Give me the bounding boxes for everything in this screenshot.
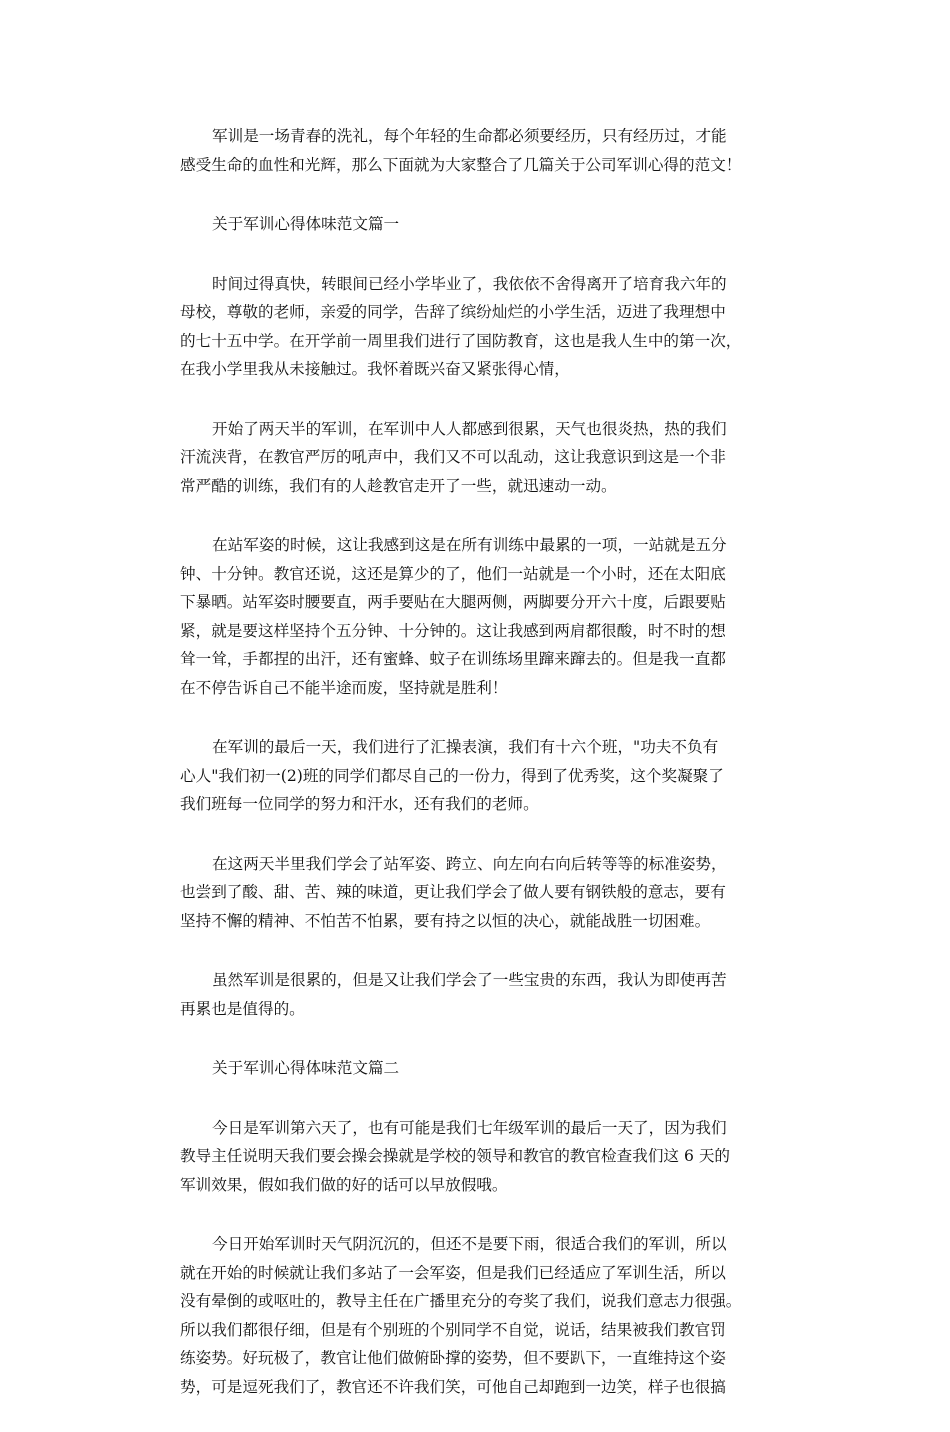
paragraph-2: [180, 415, 776, 501]
text-line: 在站军姿的时候，这让我感到这是在所有训练中最累的一项，一站就是五分: [212, 536, 727, 554]
text-line: 在这两天半里我们学会了站军姿、跨立、向左向右向后转等等的标准姿势，: [212, 854, 727, 873]
text-line: 汗流浃背，在教官严厉的吼声中，我们又不可以乱动，这让我意识到这是一个非: [180, 448, 726, 466]
paragraph-3: [180, 531, 776, 702]
paragraph-6: [180, 966, 776, 1023]
text-line: 教导主任说明天我们要会操会操就是学校的领导和教官的教官检查我们这 6 天的: [180, 1147, 731, 1165]
text-line: 今日是军训第六天了，也有可能是我们七年级军训的最后一天了，因为我们: [212, 1118, 727, 1137]
text-line: 就在开始的时候就让我们多站了一会军姿，但是我们已经适应了军训生活，所以: [180, 1263, 726, 1282]
text-line: 时间过得真快，转眼间已经小学毕业了，我依依不舍得离开了培育我六年的: [212, 274, 727, 293]
text-line: 下暴晒。站军姿时腰要直，两手要贴在大腿两侧，两脚要分开六十度，后跟要贴: [180, 593, 726, 611]
intro-paragraph: [180, 122, 776, 179]
text-line: 耸一耸，手都捏的出汗，还有蜜蜂、蚊子在训练场里蹿来蹿去的。但是我一直都: [180, 650, 726, 668]
paragraph-1: [180, 270, 776, 384]
text-line: 势，可是逗死我们了，教官还不许我们笑，可他自己却跑到一边笑，样子也很搞: [180, 1377, 726, 1396]
text-line: 紧，就是要这样坚持个五分钟、十分钟的。这让我感到两肩都很酸，时不时的想: [180, 621, 726, 640]
text-line: 心人"我们初一(2)班的同学们都尽自己的一份力，得到了优秀奖，这个奖凝聚了: [180, 766, 724, 785]
text-line: 在不停告诉自己不能半途而废，坚持就是胜利！: [180, 678, 508, 697]
text-line: 虽然军训是很累的，但是又让我们学会了一些宝贵的东西，我认为即使再苦: [212, 971, 727, 989]
text-line: 开始了两天半的军训，在军训中人人都感到很累，天气也很炎热，热的我们: [212, 419, 727, 438]
paragraph-8: [180, 1230, 776, 1401]
text-line: 所以我们都很仔细，但是有个别班的个别同学不自觉，说话，结果被我们教官罚: [180, 1320, 726, 1339]
section-heading-2: 关于军训心得体味范文篇二: [212, 1059, 400, 1077]
text-line: 今日开始军训时天气阴沉沉的，但还不是要下雨，很适合我们的军训，所以: [212, 1235, 727, 1253]
text-line: 在我小学里我从未接触过。我怀着既兴奋又紧张得心情，: [180, 360, 570, 378]
text-line: 感受生命的血性和光辉，那么下面就为大家整合了几篇关于公司军训心得的范文！: [180, 155, 742, 174]
text-line: 钟、十分钟。教官还说，这还是算少的了，他们一站就是一个小时，还在太阳底: [180, 564, 726, 583]
text-line: 坚持不懈的精神、不怕苦不怕累，要有持之以恒的决心，就能战胜一切困难。: [180, 911, 711, 930]
text-line: 的七十五中学。在开学前一周里我们进行了国防教育，这也是我人生中的第一次，: [180, 331, 742, 350]
document-page: [180, 122, 776, 1432]
paragraph-7: [180, 1114, 776, 1200]
text-line: 军训是一场青春的洗礼，每个年轻的生命都必须要经历，只有经历过，才能: [212, 127, 727, 145]
text-line: 也尝到了酸、甜、苦、辣的味道，更让我们学会了做人要有钢铁般的意志，要有: [180, 883, 726, 901]
text-line: 军训效果，假如我们做的好的话可以早放假哦。: [180, 1175, 508, 1194]
text-line: 我们班每一位同学的努力和汗水，还有我们的老师。: [180, 795, 539, 813]
paragraph-4: [180, 733, 776, 819]
text-line: 没有晕倒的或呕吐的，教导主任在广播里充分的夸奖了我们，说我们意志力很强。: [180, 1292, 742, 1310]
text-line: 再累也是值得的。: [180, 999, 305, 1018]
text-line: 母校，尊敬的老师，亲爱的同学，告辞了缤纷灿烂的小学生活，迈进了我理想中: [180, 303, 726, 321]
text-line: 练姿势。好玩极了，教官让他们做俯卧撑的姿势，但不要趴下，一直维持这个姿: [180, 1349, 726, 1367]
text-line: 常严酷的训练，我们有的人趁教官走开了一些，就迅速动一动。: [180, 476, 617, 495]
paragraph-5: [180, 850, 776, 936]
text-line: 在军训的最后一天，我们进行了汇操表演，我们有十六个班，"功夫不负有: [212, 738, 719, 756]
section-heading-1: 关于军训心得体味范文篇一: [212, 215, 400, 233]
